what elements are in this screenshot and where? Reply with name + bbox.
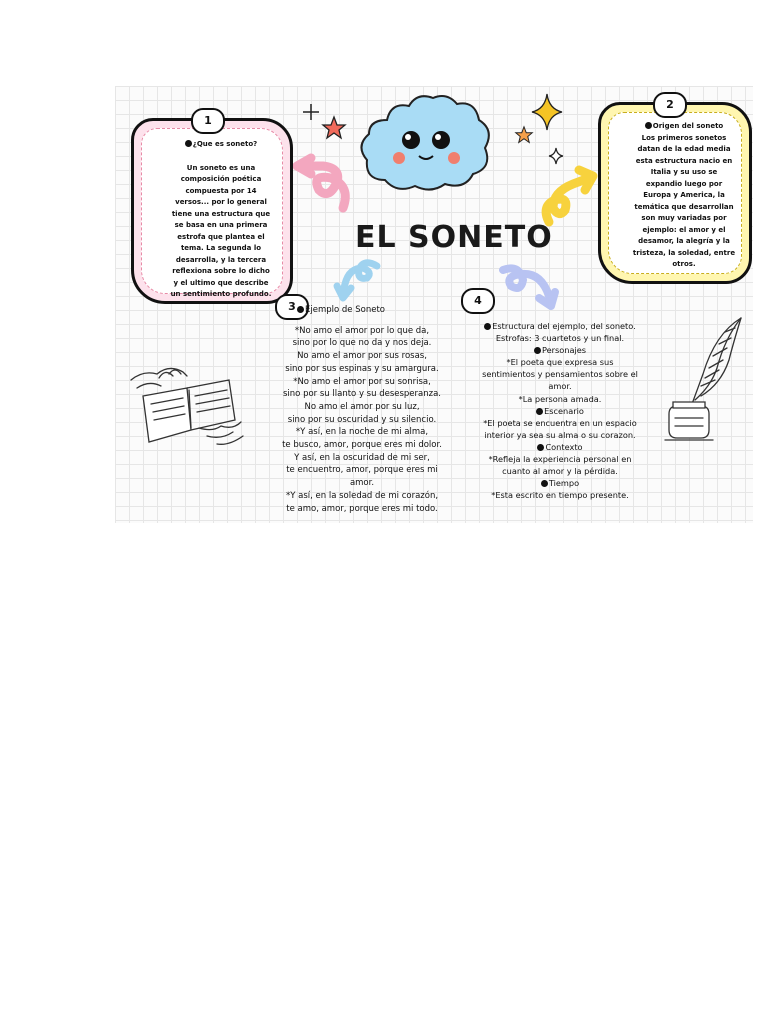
card-que-es-soneto: [131, 118, 293, 304]
card-2-line: desamor, la alegría y la: [638, 237, 730, 245]
card-1-heading: ¿Que es soneto?: [152, 139, 290, 151]
card-2-line: ejemplo: el amor y el: [642, 225, 726, 234]
section-4-heading: Estructura del ejemplo, del soneto.: [471, 320, 649, 332]
card-origen-soneto: [598, 102, 752, 284]
structure-line: *La persona amada.: [518, 393, 602, 404]
structure-subheading: Contexto: [471, 441, 649, 453]
card-1-line: desarrolla, y la tercera: [175, 255, 267, 264]
card-1-text: [152, 139, 290, 301]
poem-line: te encuentro, amor, porque eres mi: [286, 465, 438, 476]
poem-line: *No amo el amor por su sonrisa,: [293, 376, 431, 387]
section-number-badge-2: 2: [653, 92, 687, 118]
yellow-sparkle-icon: [532, 94, 562, 130]
bullet-icon: [536, 408, 543, 415]
poem-line: amor.: [349, 478, 375, 489]
structure-line: *Esta escrito en tiempo presente.: [491, 490, 629, 501]
bullet-icon: [297, 306, 304, 313]
poem-line: sino por sus espinas y su amargura.: [285, 363, 439, 374]
card-2-line: datan de la edad media: [637, 145, 731, 153]
poem-line: sino por lo que no da y nos deja.: [292, 338, 432, 349]
card-2-heading: Origen del soneto: [615, 121, 753, 133]
section-number-badge-1: 1: [191, 108, 225, 134]
page-title: EL SONETO: [355, 220, 553, 255]
structure-subheading: Personajes: [471, 344, 649, 356]
poem-line: No amo el amor por su luz,: [304, 401, 420, 412]
card-1-line: reflexiona sobre lo dicho: [172, 267, 270, 275]
poem-line: *Y así, en la soledad de mi corazón,: [285, 490, 439, 501]
poem-line: *No amo el amor por lo que da,: [294, 325, 430, 336]
infographic-sheet: [115, 86, 753, 523]
card-1-line: compuesta por 14: [185, 186, 257, 195]
bullet-icon: [541, 480, 548, 487]
red-star-icon: [322, 116, 346, 140]
bullet-icon: [185, 140, 192, 147]
structure-subheading: Tiempo: [471, 477, 649, 489]
poem-line: *Y así, en la noche de mi alma,: [295, 427, 429, 438]
structure-line: amor.: [548, 381, 572, 392]
structure-line: *Refleja la experiencia personal en: [488, 454, 632, 465]
section-number-badge-3: 3: [275, 294, 309, 320]
card-1-line: un sentimiento profundo.: [170, 290, 272, 298]
card-1-line: tiene una estructura que: [171, 209, 271, 218]
card-2-line: tristeza, la soledad, entre: [632, 248, 736, 257]
bullet-icon: [534, 347, 541, 354]
sparkle-small-icon: [549, 148, 563, 164]
soneto-structure: [471, 320, 649, 501]
soneto-example: [267, 304, 457, 515]
card-2-line: son muy variadas por: [641, 214, 727, 222]
orange-star-icon: [515, 126, 533, 144]
card-2-line: Italia y su uso se: [650, 168, 718, 176]
structure-line: *El poeta que expresa sus: [506, 357, 614, 368]
yellow-arrow-icon: [539, 168, 599, 228]
blue-arrow-icon: [335, 258, 383, 302]
card-1-line: se basa en una primera: [174, 221, 268, 229]
structure-subheading: Escenario: [471, 405, 649, 417]
card-2-line: esta estructura nacio en: [635, 156, 733, 165]
bullet-icon: [484, 323, 491, 330]
card-1-line: y el ultimo que describe: [173, 278, 269, 287]
bullet-icon: [537, 444, 544, 451]
poem-line: sino por su oscuridad y su silencio.: [287, 414, 437, 425]
card-2-line: expandio luego por: [645, 179, 723, 188]
pink-arrow-icon: [293, 156, 353, 212]
structure-line: *El poeta se encuentra en un espacio: [483, 417, 637, 428]
quill-inkwell-illustration: [655, 314, 747, 444]
poem-line: sino por su llanto y su desesperanza.: [283, 389, 441, 400]
card-2-line: otros.: [672, 260, 696, 268]
structure-line: cuanto al amor y la pérdida.: [502, 466, 618, 477]
hands-book-illustration: [129, 358, 249, 450]
card-2-line: Europa y America, la: [643, 191, 725, 199]
poem-line: te busco, amor, porque eres mi dolor.: [282, 440, 442, 451]
poem-line: te amo, amor, porque eres mi todo.: [286, 503, 438, 514]
section-3-heading: Ejemplo de Soneto: [297, 304, 457, 317]
lilac-arrow-icon: [497, 264, 561, 314]
sparkle-icon: [303, 104, 319, 120]
cloud-face-illustration: [357, 90, 495, 194]
card-1-line: composición poética: [180, 175, 262, 183]
card-1-line: Un soneto es una: [186, 163, 256, 172]
card-2-text: [615, 121, 753, 271]
section-number-badge-4: 4: [461, 288, 495, 314]
structure-line: interior ya sea su alma o su corazon.: [484, 429, 636, 440]
card-1-line: tema. La segunda lo: [180, 244, 262, 252]
poem-line: No amo el amor por sus rosas,: [297, 351, 427, 362]
card-1-line: versos... por lo general: [175, 198, 267, 206]
poem-line: Y así, en la oscuridad de mi ser,: [294, 452, 430, 463]
card-2-line: Los primeros sonetos: [641, 133, 727, 142]
structure-line: sentimientos y pensamientos sobre el: [482, 369, 638, 380]
structure-line: Estrofas: 3 cuartetos y un final.: [495, 333, 625, 344]
card-1-line: estrofa que plantea el: [177, 232, 265, 241]
bullet-icon: [645, 122, 652, 129]
card-2-line: temática que desarrollan: [634, 202, 734, 211]
